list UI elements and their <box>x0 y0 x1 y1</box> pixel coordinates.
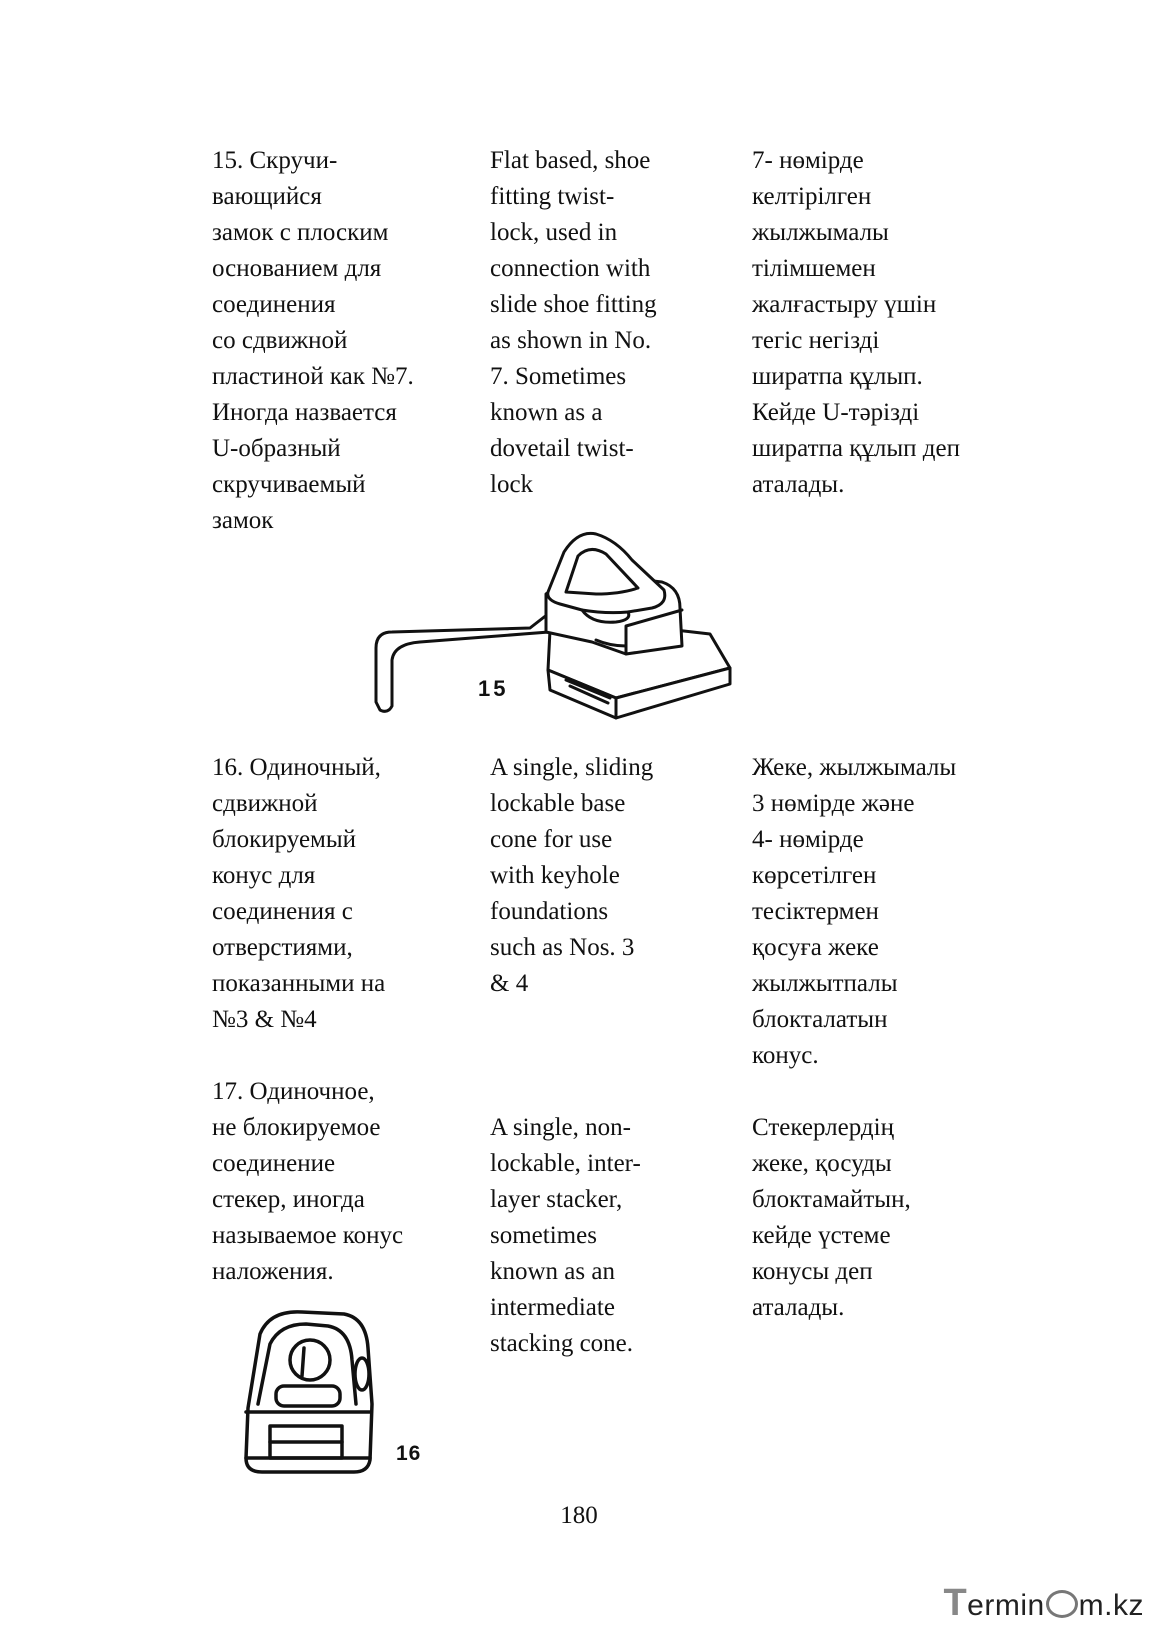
figure-15-label: 15 <box>478 676 509 701</box>
termincom-watermark <box>943 1582 1144 1625</box>
figure-16-label: 16 <box>396 1442 422 1465</box>
page-number: 180 <box>560 1502 598 1529</box>
watermark-suffix: m.kz <box>1078 1589 1144 1622</box>
twistlock-drawing-icon <box>370 530 750 720</box>
entry-15-russian: 15. Скручи- вающийся замок с плоским основанием для соединения со сдвижной пластиной как №7. Иногда назвается U-образный скручиваемый замок <box>212 147 414 534</box>
entry-17-kazakh: Стекерлердің жеке, қосуды блоктамайтын, кейде үстеме конусы деп аталады. <box>752 1114 911 1321</box>
entry-15-english: Flat based, shoe fitting twist- lock, used in connection with slide shoe fitting as shown in No. 7. Sometimes known as a dovetail twist- lock <box>490 147 657 498</box>
entry-17-russian: 17. Одиночное, не блокируемое соединение стекер, иногда называемое конус наложения. <box>212 1078 404 1285</box>
entry-16-kazakh: Жеке, жылжымалы 3 нөмірде және 4- нөмірде көрсетілген тесіктермен қосуға жеке жылжытпалы блокталатын конус. <box>752 754 957 1069</box>
entry-16-russian: 16. Одиночный, сдвижной блокируемый конус для соединения с отверстиями, показанными на №3 & №4 <box>212 754 386 1033</box>
stacking-cone-drawing-icon <box>240 1308 390 1478</box>
entry-17-english: A single, non- lockable, inter- layer stacker, sometimes known as an intermediate stacking cone. <box>490 1114 641 1357</box>
entry-15-kazakh: 7- нөмірде келтірілген жылжымалы тілімшемен жалғастыру үшін тегіс негізді ширатпа құлып. Кейде U-тәрізді ширатпа құлып деп аталады. <box>752 147 960 498</box>
watermark-circle-icon <box>1046 1590 1078 1618</box>
entry-16-english: A single, sliding lockable base cone for use with keyhole foundations such as Nos. 3 & 4 <box>490 754 654 997</box>
watermark-mid: ermin <box>967 1589 1045 1622</box>
watermark-prefix: T <box>943 1582 968 1624</box>
